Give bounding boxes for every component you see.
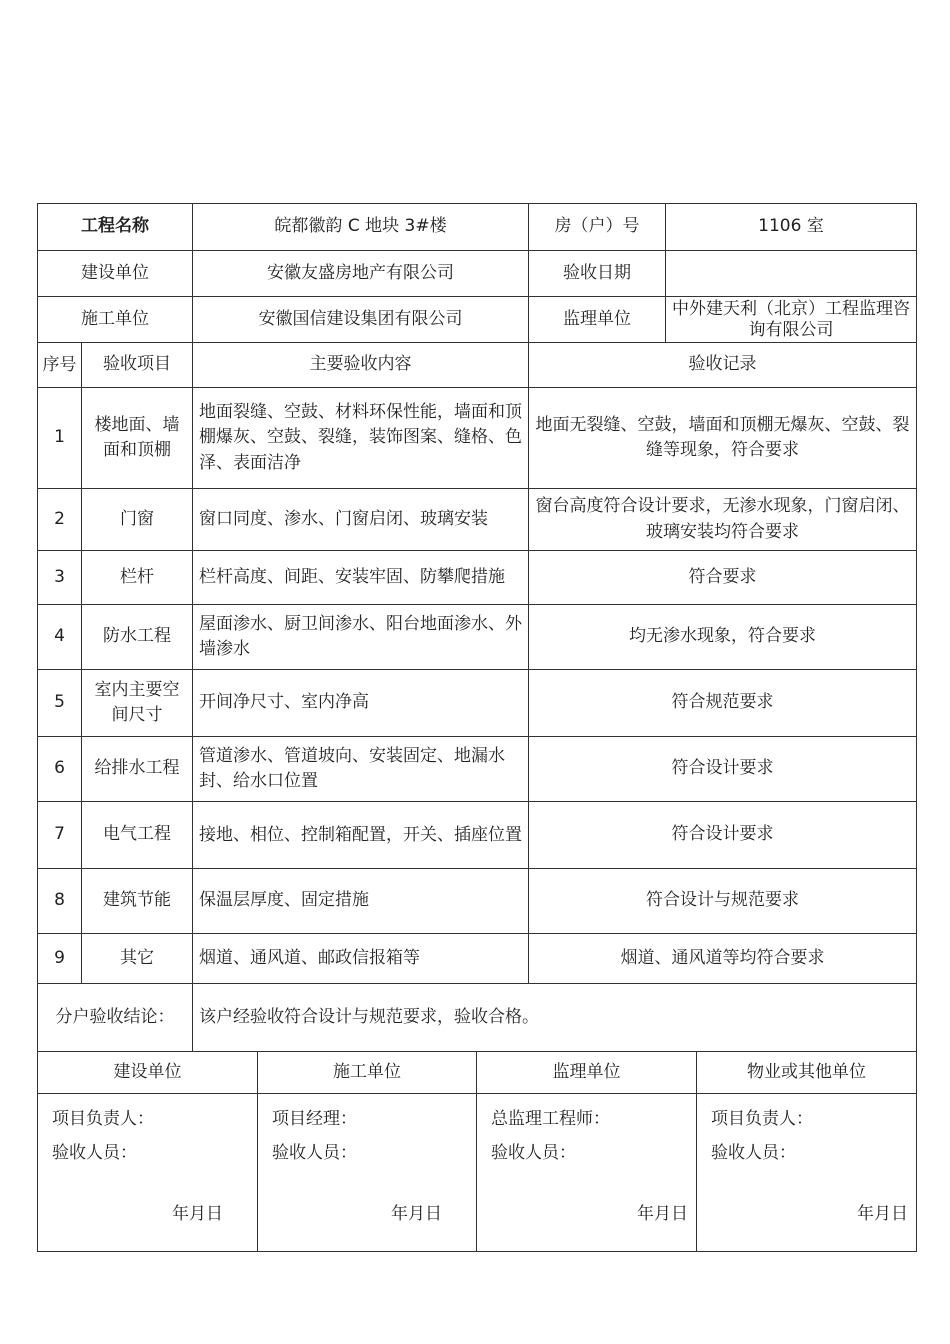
acceptance-table: [37, 203, 917, 1052]
signature-role: 项目负责人：: [52, 1109, 154, 1129]
supervisor-label: 监理单位: [529, 297, 666, 343]
table-row: [38, 605, 917, 670]
row-no: 1: [38, 388, 82, 489]
signature-block: [697, 1094, 917, 1252]
row-item: 门窗: [82, 489, 193, 551]
signature-role: 项目经理：: [272, 1109, 357, 1129]
row-item: 建筑节能: [82, 869, 193, 934]
signature-block: [258, 1094, 477, 1252]
col-content-header: 主要验收内容: [193, 343, 529, 388]
row-content: 保温层厚度、固定措施: [193, 869, 529, 934]
row-content: 屋面渗水、厨卫间渗水、阳台地面渗水、外墙渗水: [193, 605, 529, 670]
row-record: 符合设计要求: [529, 737, 917, 802]
builder-value: 安徽友盛房地产有限公司: [193, 251, 529, 297]
signature-block: [477, 1094, 697, 1252]
signature-inspector: 验收人员：: [272, 1143, 357, 1163]
signature-table: [37, 1051, 917, 1252]
table-row: [38, 670, 917, 737]
date-label: 验收日期: [529, 251, 666, 297]
row-no: 8: [38, 869, 82, 934]
row-content: 开间净尺寸、室内净高: [193, 670, 529, 737]
signature-inspector: 验收人员：: [491, 1143, 576, 1163]
conclusion-text: 该户经验收符合设计与规范要求，验收合格。: [193, 984, 917, 1052]
row-item: 其它: [82, 934, 193, 984]
row-content: 栏杆高度、间距、安装牢固、防攀爬措施: [193, 551, 529, 605]
contractor-label: 施工单位: [38, 297, 193, 343]
row-item: 给排水工程: [82, 737, 193, 802]
room-value: 1106 室: [666, 204, 917, 251]
row-record: 符合要求: [529, 551, 917, 605]
table-row: [38, 934, 917, 984]
row-item: 电气工程: [82, 802, 193, 869]
row-item: 楼地面、墙面和顶棚: [82, 388, 193, 489]
signature-date: 年月日: [637, 1203, 688, 1224]
project-name-value: 皖都徽韵 C 地块 3#楼: [193, 204, 529, 251]
row-content: 管道渗水、管道坡向、安装固定、地漏水封、给水口位置: [193, 737, 529, 802]
col-record-header: 验收记录: [529, 343, 917, 388]
row-content: 烟道、通风道、邮政信报箱等: [193, 934, 529, 984]
header-row-builder: [38, 251, 917, 297]
row-no: 4: [38, 605, 82, 670]
table-row: [38, 802, 917, 869]
signature-role: 总监理工程师：: [491, 1109, 610, 1129]
signature-unit: 施工单位: [258, 1052, 477, 1094]
row-record: 符合设计与规范要求: [529, 869, 917, 934]
row-content: 接地、相位、控制箱配置，开关、插座位置: [193, 802, 529, 869]
row-record: 符合规范要求: [529, 670, 917, 737]
conclusion-label: 分户验收结论：: [38, 984, 193, 1052]
table-row: [38, 869, 917, 934]
signature-role: 项目负责人：: [711, 1109, 813, 1129]
row-record: 均无渗水现象，符合要求: [529, 605, 917, 670]
date-value: [666, 251, 917, 297]
signature-date: 年月日: [857, 1203, 908, 1224]
acceptance-form: [37, 203, 916, 1252]
supervisor-value: 中外建天利（北京）工程监理咨询有限公司: [666, 297, 917, 343]
table-row: [38, 737, 917, 802]
col-no-header: 序号: [38, 343, 82, 388]
row-content: 窗口同度、渗水、门窗启闭、玻璃安装: [193, 489, 529, 551]
row-no: 7: [38, 802, 82, 869]
table-row: [38, 551, 917, 605]
room-label: 房（户）号: [529, 204, 666, 251]
table-row: [38, 489, 917, 551]
row-record: 窗台高度符合设计要求，无渗水现象，门窗启闭、玻璃安装均符合要求: [529, 489, 917, 551]
column-header-row: [38, 343, 917, 388]
row-record: 地面无裂缝、空鼓，墙面和顶棚无爆灰、空鼓、裂缝等现象，符合要求: [529, 388, 917, 489]
signature-inspector: 验收人员：: [52, 1143, 137, 1163]
row-item: 防水工程: [82, 605, 193, 670]
header-row-contractor: [38, 297, 917, 343]
signature-block: [38, 1094, 258, 1252]
builder-label: 建设单位: [38, 251, 193, 297]
header-row-project: [38, 204, 917, 251]
row-record: 符合设计要求: [529, 802, 917, 869]
row-no: 9: [38, 934, 82, 984]
row-record: 烟道、通风道等均符合要求: [529, 934, 917, 984]
row-no: 3: [38, 551, 82, 605]
signature-detail-row: [38, 1094, 917, 1252]
row-no: 6: [38, 737, 82, 802]
project-name-label: 工程名称: [38, 204, 193, 251]
row-item: 栏杆: [82, 551, 193, 605]
signature-unit: 物业或其他单位: [697, 1052, 917, 1094]
row-content: 地面裂缝、空鼓、材料环保性能，墙面和顶棚爆灰、空鼓、裂缝，装饰图案、缝格、色泽、表面洁净: [193, 388, 529, 489]
contractor-value: 安徽国信建设集团有限公司: [193, 297, 529, 343]
signature-date: 年月日: [391, 1203, 442, 1224]
signature-date: 年月日: [172, 1203, 223, 1224]
signature-unit: 建设单位: [38, 1052, 258, 1094]
signature-inspector: 验收人员：: [711, 1143, 796, 1163]
row-no: 2: [38, 489, 82, 551]
signature-unit-row: [38, 1052, 917, 1094]
table-row: [38, 388, 917, 489]
row-no: 5: [38, 670, 82, 737]
col-item-header: 验收项目: [82, 343, 193, 388]
signature-unit: 监理单位: [477, 1052, 697, 1094]
row-item: 室内主要空间尺寸: [82, 670, 193, 737]
conclusion-row: [38, 984, 917, 1052]
